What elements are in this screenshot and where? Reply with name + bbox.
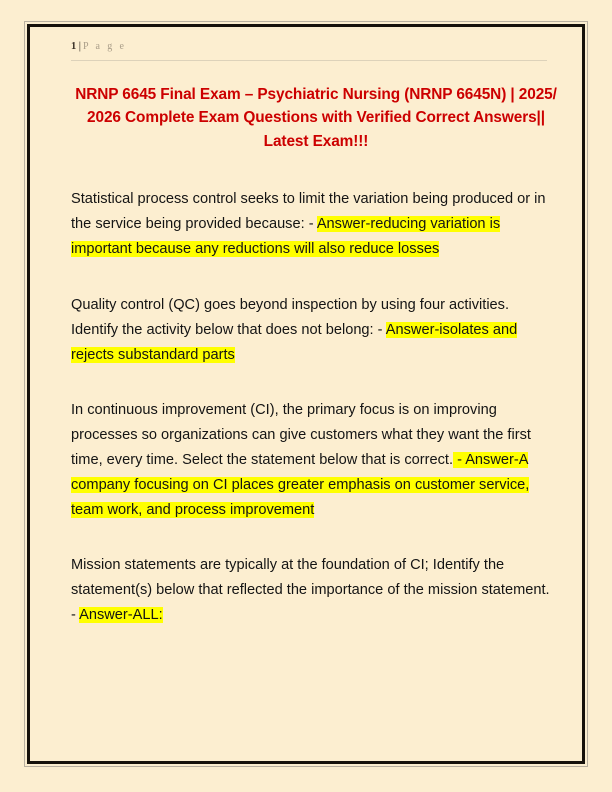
header-separator: |: [78, 40, 81, 52]
answer-highlight: Answer-reducing variation is important because any reductions will also reduce losses: [71, 216, 501, 258]
question-answer-item: [71, 398, 553, 523]
page-content: [27, 24, 585, 764]
answer-highlight: Answer-ALL:: [79, 607, 163, 624]
question-answer-item: [71, 293, 553, 368]
header-page-number: 1: [71, 41, 77, 52]
question-answer-item: [71, 553, 553, 628]
question-prompt: Quality control (QC) goes beyond inspection by using four activities. Identify the activity below that does not belong: -: [71, 296, 510, 338]
answer-highlight: Answer-isolates and rejects substandard parts: [71, 321, 518, 363]
exam-questions-list: [71, 187, 553, 628]
page-title: NRNP 6645 Final Exam – Psychiatric Nursing (NRNP 6645N) | 2025/ 2026 Complete Exam Questions with Verified Correct Answers|| Latest Exam!!!: [75, 86, 557, 150]
question-prompt: Mission statements are typically at the foundation of CI; Identify the statement(s) below that reflected the importance of the mission statement. -: [71, 557, 550, 624]
answer-highlight: - Answer-A company focusing on CI places greater emphasis on customer service, team work, and process improvement: [71, 451, 530, 519]
running-header: [71, 36, 547, 61]
question-prompt: In continuous improvement (CI), the primary focus is on improving processes so organizations can give customers what they want the first time, every time. Select the statement below that is correct.: [71, 401, 531, 468]
question-answer-item: [71, 187, 553, 262]
question-prompt: Statistical process control seeks to limit the variation being produced or in the service being provided because: -: [71, 191, 546, 233]
header-page-label: P a g e: [83, 41, 127, 52]
